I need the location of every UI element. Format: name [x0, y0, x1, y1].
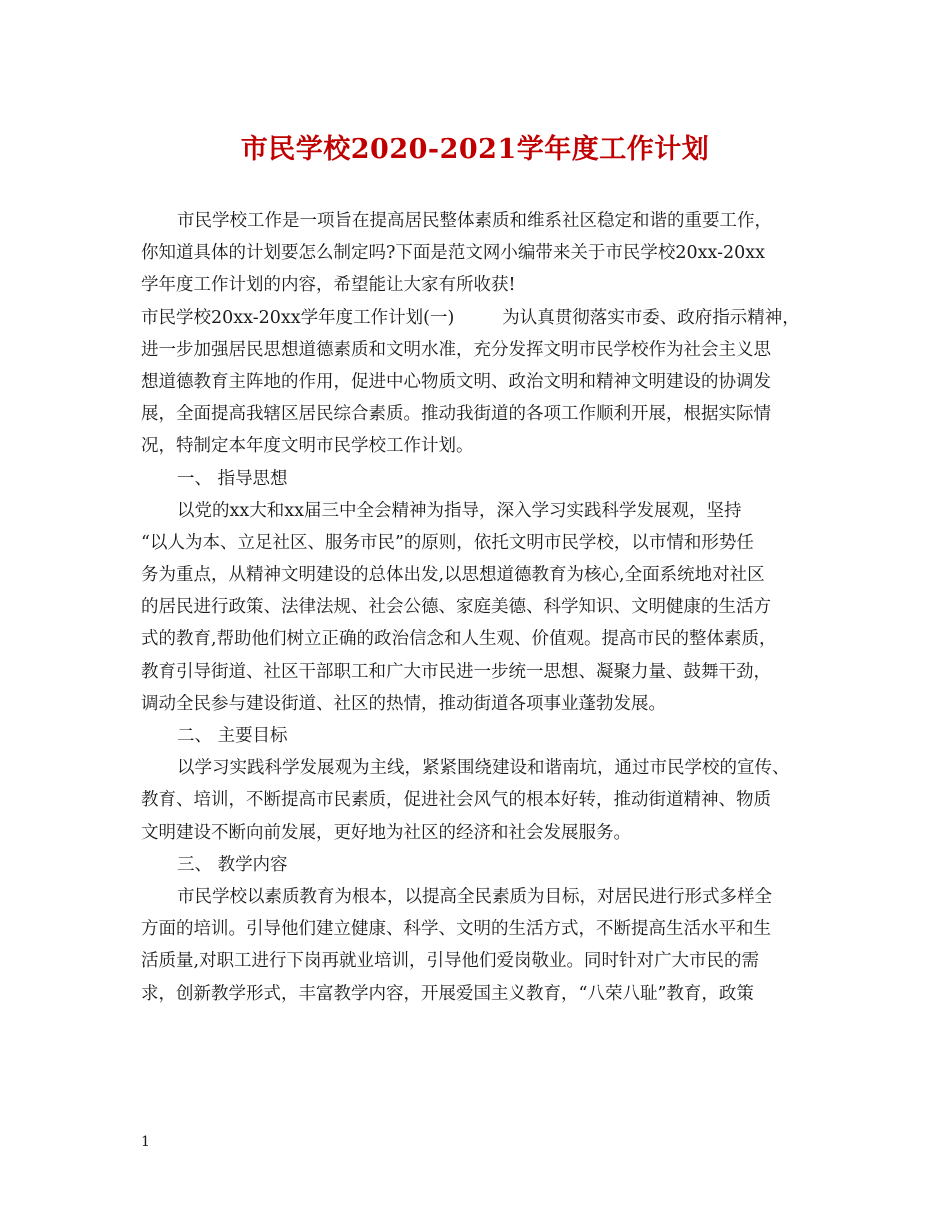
- text-line: [141, 430, 813, 462]
- text-line: [141, 945, 813, 977]
- text-line: [141, 849, 813, 881]
- text-line-content: 式的教育,帮助他们树立正确的政治信念和人生观、价值观。提高市民的整体素质，: [141, 629, 777, 650]
- text-line-content: 二、 主要目标: [177, 726, 288, 746]
- text-line-content: 教育引导街道、社区干部职工和广大市民进一步统一思想、凝聚力量、鼓舞干劲，: [141, 661, 771, 682]
- text-line-tail: 为认真贯彻落实市委、政府指示精神，: [502, 307, 800, 328]
- text-line: [141, 688, 813, 720]
- text-line-content: 教育、培训，不断提高市民素质，促进社会风气的根本好转，推动街道精神、物质: [141, 790, 771, 811]
- text-line: [141, 817, 813, 849]
- document-title: 市民学校2020-2021学年度工作计划: [240, 134, 710, 165]
- text-line: [141, 334, 813, 366]
- text-line-content: 三、 教学内容: [177, 854, 288, 875]
- text-line-content: 调动全民参与建设街道、社区的热情，推动街道各项事业蓬勃发展。: [141, 693, 666, 714]
- document-body: [141, 205, 813, 1010]
- text-line: [141, 881, 813, 913]
- text-line-content: 以党的xx大和xx届三中全会精神为指导，深入学习实践科学发展观，坚持: [177, 500, 742, 521]
- text-line: [141, 623, 813, 655]
- text-line-content: 市民学校工作是一项旨在提高居民整体素质和维系社区稳定和谐的重要工作，: [177, 211, 772, 231]
- text-line: [141, 559, 813, 591]
- text-line-content: 况，特制定本年度文明市民学校工作计划。: [141, 436, 474, 457]
- text-line: [141, 913, 813, 945]
- text-line-content: 文明建设不断向前发展，更好地为社区的经济和社会发展服务。: [141, 822, 631, 843]
- text-line: [141, 591, 813, 623]
- text-line: [141, 752, 813, 784]
- page-number: 1: [141, 1134, 150, 1150]
- text-line-content: 以学习实践科学发展观为主线，紧紧围绕建设和谐南坑，通过市民学校的宣传、: [177, 758, 790, 779]
- text-line: [141, 205, 813, 237]
- text-line-content: 一、 指导思想: [177, 468, 288, 489]
- text-line-content: “以人为本、立足社区、服务市民”的原则，依托文明市民学校，以市情和形势任: [141, 532, 754, 553]
- text-line: [141, 527, 813, 559]
- text-line: [141, 784, 813, 816]
- text-line: [141, 366, 813, 398]
- text-line: [141, 720, 813, 752]
- text-line-content: 市民学校以素质教育为根本，以提高全民素质为目标，对居民进行形式多样全: [177, 886, 772, 907]
- text-line-content: 你知道具体的计划要怎么制定吗?下面是范文网小编带来关于市民学校20xx-20xx: [141, 243, 765, 264]
- text-line: [141, 269, 813, 301]
- text-line: [141, 463, 813, 495]
- text-line-content: 想道德教育主阵地的作用，促进中心物质文明、政治文明和精神文明建设的协调发: [141, 371, 771, 392]
- text-line-content: 进一步加强居民思想道德素质和文明水准，充分发挥文明市民学校作为社会主义思: [141, 339, 771, 360]
- text-line-content: 市民学校20xx-20xx学年度工作计划(一): [141, 307, 455, 328]
- text-line: [141, 302, 813, 334]
- text-line-content: 求，创新教学形式，丰富教学内容，开展爱国主义教育，“八荣八耻”教育，政策: [141, 983, 754, 1004]
- text-line: [141, 656, 813, 688]
- text-line: [141, 978, 813, 1010]
- text-line-content: 方面的培训。引导他们建立健康、科学、文明的生活方式，不断提高生活水平和生: [141, 919, 771, 940]
- text-line-content: 学年度工作计划的内容，希望能让大家有所收获!: [141, 275, 516, 296]
- text-line-content: 务为重点，从精神文明建设的总体出发,以思想道德教育为核心,全面系统地对社区: [141, 565, 765, 586]
- text-line: [141, 237, 813, 269]
- text-line-content: 的居民进行政策、法律法规、社会公德、家庭美德、科学知识、文明健康的生活方: [141, 597, 771, 618]
- text-line: [141, 495, 813, 527]
- text-line-content: 展，全面提高我辖区居民综合素质。推动我街道的各项工作顺利开展，根据实际情: [141, 404, 771, 425]
- text-line-content: 活质量,对职工进行下岗再就业培训，引导他们爱岗敬业。同时针对广大市民的需: [141, 951, 760, 972]
- text-line: [141, 398, 813, 430]
